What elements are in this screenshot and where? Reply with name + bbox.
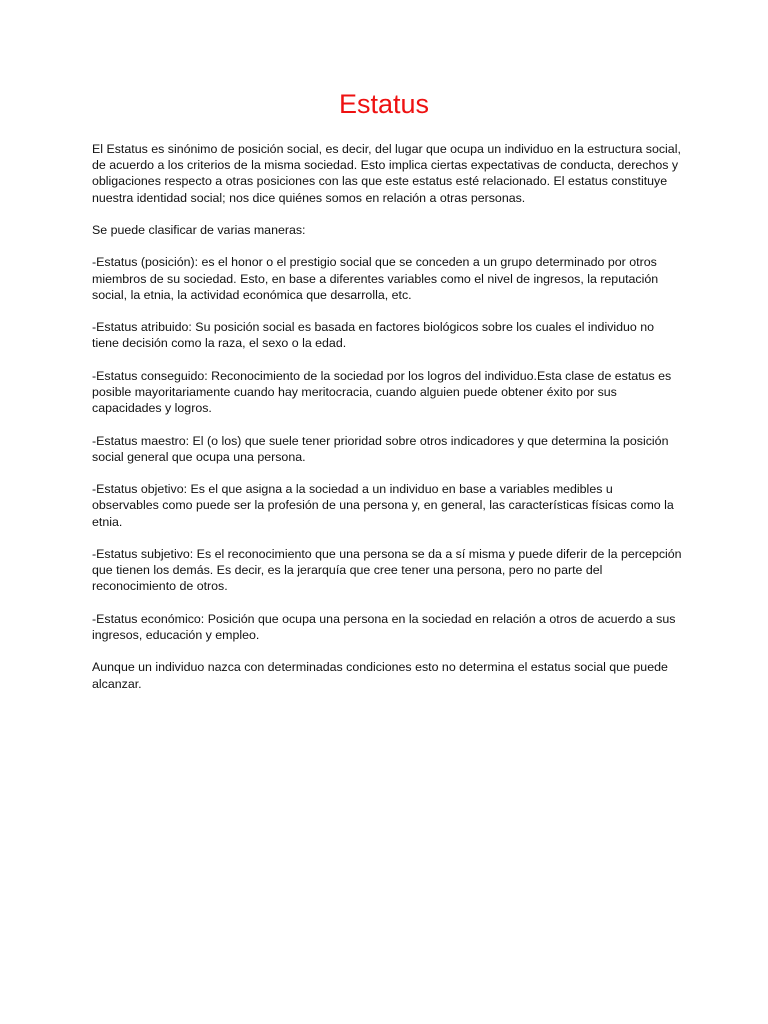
paragraph-classification: Se puede clasificar de varias maneras: <box>92 223 306 237</box>
paragraph-conclusion: Aunque un individuo nazca con determinadas condiciones esto no determina el estatus social que puede alcanzar. <box>92 660 668 691</box>
paragraph-estatus-economico: -Estatus económico: Posición que ocupa una persona en la sociedad en relación a otros de acuerdo a sus ingresos, educación y empleo. <box>92 611 676 642</box>
paragraph-estatus-atribuido: -Estatus atribuido: Su posición social es basada en factores biológicos sobre los cuales el individuo no tiene decisión como la raza, el sexo o la edad. <box>92 320 655 351</box>
paragraph-estatus-subjetivo: -Estatus subjetivo: Es el reconocimiento que una persona se da a sí misma y puede diferir de la percepción que tienen los demás. Es decir, es la jerarquía que cree tener una persona, pero no parte del reconocimiento de otros. <box>92 546 682 594</box>
document-body <box>92 141 682 708</box>
paragraph-intro: El Estatus es sinónimo de posición social, es decir, del lugar que ocupa un individuo en la estructura social, de acuerdo a los criterios de la misma sociedad. Esto implica ciertas expectativas de conducta, derechos y obligaciones respecto a otras posiciones con las que este estatus esté relacionado. El estatus constituye nuestra identidad social; nos dice quiénes somos en relación a otras personas. <box>92 142 681 205</box>
paragraph-estatus-conseguido: -Estatus conseguido: Reconocimiento de la sociedad por los logros del individuo.Esta clase de estatus es posible mayoritariamente cuando hay meritocracia, cuando alguien puede obtener éxito por sus capacidades y logros. <box>92 368 672 416</box>
paragraph-estatus-objetivo: -Estatus objetivo: Es el que asigna a la sociedad a un individuo en base a variables medibles u observables como puede ser la profesión de una persona y, en general, las características físicas como la etnia. <box>92 482 674 529</box>
paragraph-estatus-maestro: -Estatus maestro: El (o los) que suele tener prioridad sobre otros indicadores y que determina la posición social general que ocupa una persona. <box>92 433 669 464</box>
paragraph-estatus-posicion: -Estatus (posición): es el honor o el prestigio social que se conceden a un grupo determinado por otros miembros de su sociedad. Esto, en base a diferentes variables como el nivel de ingresos, la reputación social, la etnia, la actividad económica que desarrolla, etc. <box>92 255 659 302</box>
document-title: Estatus <box>338 89 430 119</box>
